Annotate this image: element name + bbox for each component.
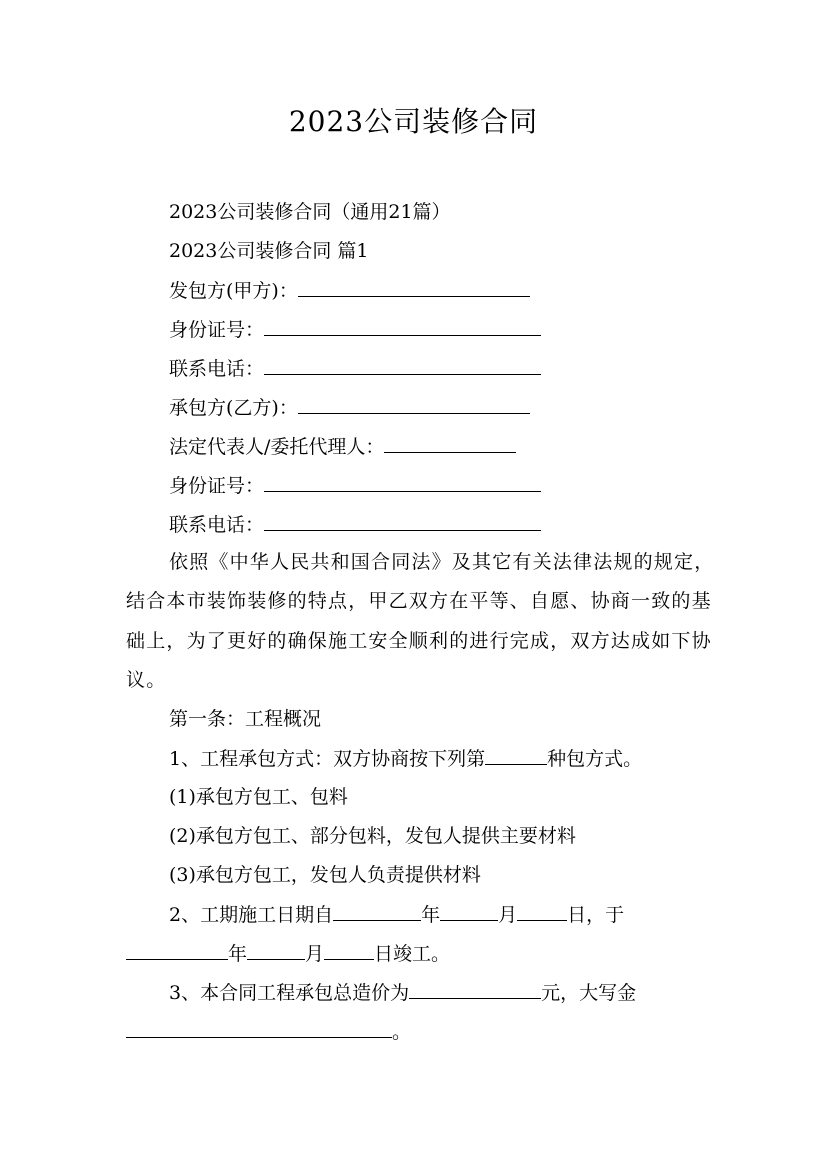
- blank-line: [126, 940, 228, 960]
- item-3-line-2: [126, 1018, 411, 1045]
- blank-line: [298, 277, 530, 297]
- item-2-prefix: 2、工期施工日期自: [169, 904, 334, 926]
- option-2: (2)承包方包工、部分包料，发包人提供主要材料: [169, 825, 576, 847]
- field-label: 身份证号：: [169, 475, 265, 497]
- blank-line: [264, 511, 541, 531]
- blank-line: [264, 355, 541, 375]
- blank-line: [384, 433, 516, 453]
- blank-line: [485, 745, 547, 765]
- field-id-number-b: [169, 472, 541, 499]
- item-2-line-1: [169, 901, 624, 928]
- field-phone-b: [169, 511, 541, 538]
- item-3-end: 。: [392, 1021, 412, 1043]
- end-year-label: 年: [228, 943, 248, 965]
- section-heading: 2023公司装修合同 篇1: [169, 240, 369, 262]
- field-id-number-a: [169, 316, 541, 343]
- field-label: 联系电话：: [169, 514, 265, 536]
- document-subtitle: 2023公司装修合同（通用21篇）: [169, 201, 451, 223]
- day-label: 日，于: [567, 904, 625, 926]
- item-1: [169, 745, 642, 772]
- blank-line: [247, 940, 305, 960]
- blank-line: [324, 940, 374, 960]
- document-title: 2023公司装修合同: [288, 105, 539, 138]
- field-label: 身份证号：: [169, 319, 265, 341]
- option-3: (3)承包方包工，发包人负责提供材料: [169, 864, 481, 886]
- month-label: 月: [498, 904, 518, 926]
- intro-paragraph: 依照《中华人民共和国合同法》及其它有关法律法规的规定，结合本市装饰装修的特点，甲乙双方在平等、自愿、协商一致的基础上，为了更好的确保施工安全顺利的进行完成，双方达成如下协议。: [126, 551, 715, 691]
- blank-line: [517, 901, 567, 921]
- item-3-prefix: 3、本合同工程承包总造价为: [169, 982, 410, 1004]
- blank-line: [298, 394, 530, 414]
- blank-line: [333, 901, 421, 921]
- item-1-prefix: 1、工程承包方式：双方协商按下列第: [169, 748, 486, 770]
- field-representative: [169, 433, 516, 460]
- item-3-unit: 元，大写金: [541, 982, 637, 1004]
- field-label: 承包方(乙方)：: [169, 397, 298, 419]
- item-2-line-2: [126, 940, 450, 967]
- field-label: 法定代表人/委托代理人：: [169, 436, 385, 458]
- field-phone-a: [169, 355, 541, 382]
- end-month-label: 月: [305, 943, 325, 965]
- field-label: 联系电话：: [169, 358, 265, 380]
- end-day-label: 日竣工。: [374, 943, 451, 965]
- article-1-heading: 第一条：工程概况: [169, 708, 322, 730]
- blank-line: [409, 979, 541, 999]
- field-party-a: [169, 277, 530, 304]
- option-1: (1)承包方包工、包料: [169, 786, 348, 808]
- item-1-suffix: 种包方式。: [547, 748, 643, 770]
- blank-line: [264, 472, 541, 492]
- blank-line: [264, 316, 541, 336]
- year-label: 年: [421, 904, 441, 926]
- blank-line: [126, 1018, 392, 1038]
- field-label: 发包方(甲方)：: [169, 280, 298, 302]
- item-3-line-1: [169, 979, 636, 1006]
- field-party-b: [169, 394, 530, 421]
- blank-line: [440, 901, 498, 921]
